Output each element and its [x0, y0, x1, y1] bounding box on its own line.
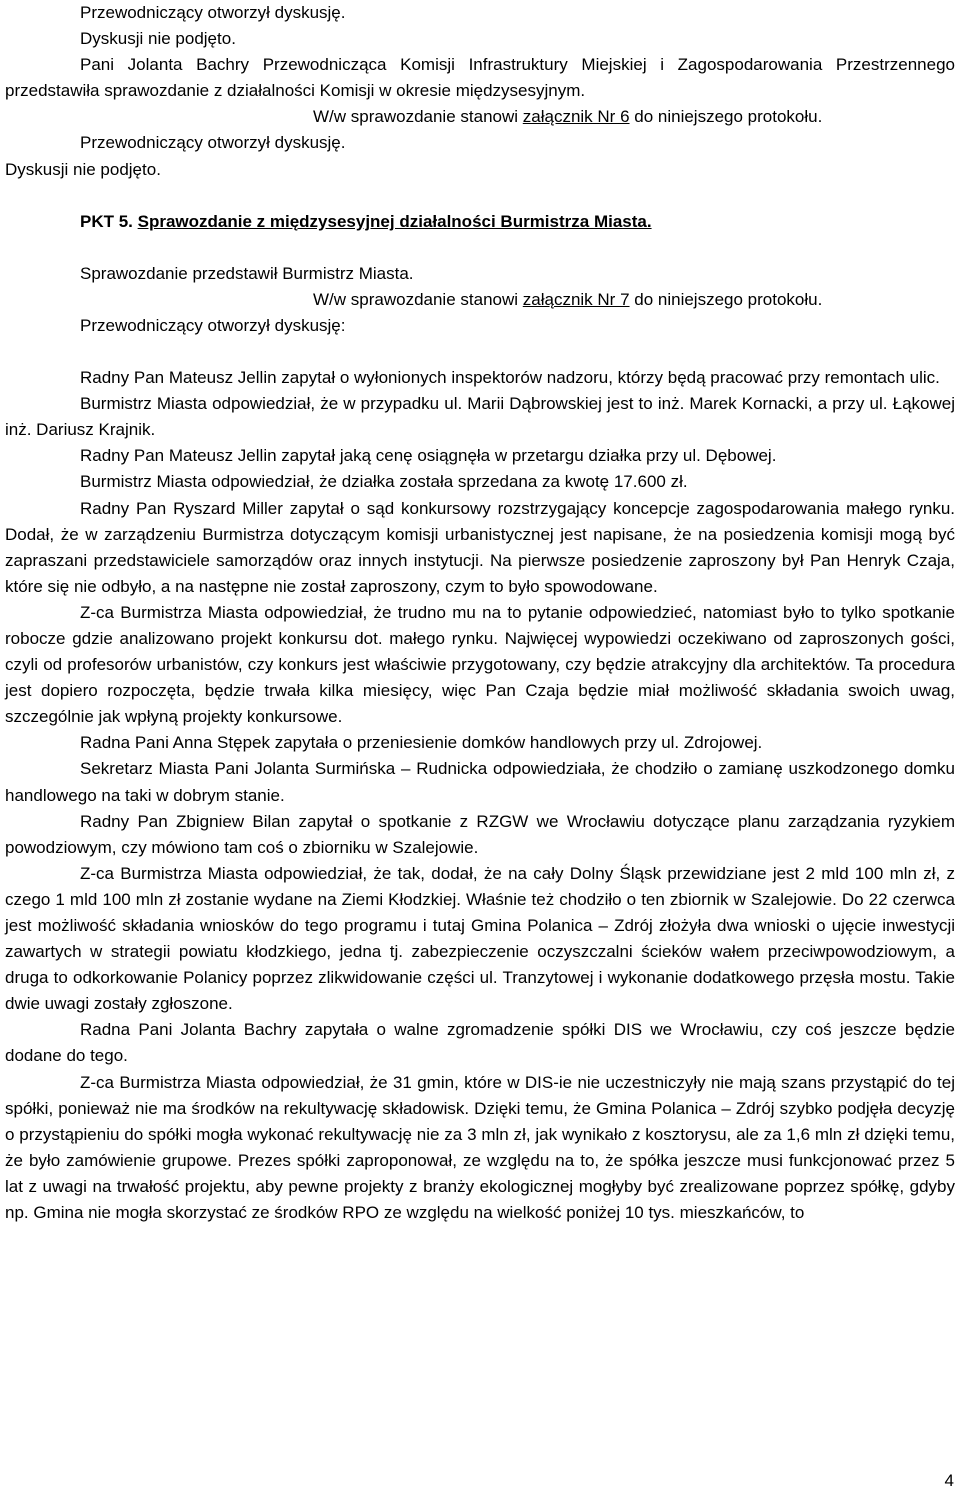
page-number: 4	[944, 1471, 954, 1490]
paragraph: Radna Pani Anna Stępek zapytała o przeniesienie domków handlowych przy ul. Zdrojowej.	[80, 733, 763, 753]
paragraph: Przewodniczący otworzył dyskusję:	[80, 315, 346, 335]
annex-link-6: załącznik Nr 6	[522, 107, 630, 127]
paragraph: Radna Pani Jolanta Bachry zapytała o walne zgromadzenie spółki DIS we Wrocławiu, czy coś jeszcze będzie dodane do tego.	[5, 1020, 955, 1066]
paragraph: Radny Pan Ryszard Miller zapytał o sąd konkursowy rozstrzygający koncepcje zagospodarowania małego rynku. Dodał, że w zarządzeniu Burmistrza dotyczącym komisji urbanistycznej jest napisane, że na posiedzenia komisji mogą być zapraszani przedstawiciele samorządów oraz innych instytucji. Na pierwsze posiedzenie zaproszony był Pan Henryk Czaja, które się nie odbyło, a na następne nie został zaproszony, czym to było spowodowane.	[5, 498, 955, 596]
paragraph: Radny Pan Mateusz Jellin zapytał o wyłonionych inspektorów nadzoru, którzy będą pracować przy remontach ulic.	[80, 368, 940, 388]
paragraph: Pani Jolanta Bachry Przewodnicząca Komisji Infrastruktury Miejskiej i Zagospodarowania Przestrzennego przedstawiła sprawozdanie z działalności Komisji w okresie międzysesyjnym.	[5, 55, 955, 101]
paragraph: Z-ca Burmistrza Miasta odpowiedział, że tak, dodał, że na cały Dolny Śląsk przewidziane jest 2 mld 100 mln zł, z czego 1 mld 100 mln zł zostanie wydane na Ziemi Kłodzkiej. Właśnie też chodziło o ten zbiornik w Szalejowie. Do 22 czerwca jest możliwość składania wniosków do tego programu i tutaj Gmina Polanica – Zdrój złożyła dwa wnioski o ujęcie inwestycji zawartych w strategii powiatu kłodzkiego, jedna tj. zabezpieczenie oczyszczalni ścieków wałem przeciwpowodziowym, a druga to odkorkowanie Polanicy poprzez zlikwidowanie części ul. Tranzytowej i wykonanie dodatkowego przęsła mostu. Takie dwie uwagi zostały zgłoszone.	[5, 863, 955, 1014]
paragraph: Przewodniczący otworzył dyskusję.	[80, 133, 346, 153]
paragraph: Burmistrz Miasta odpowiedział, że w przypadku ul. Marii Dąbrowskiej jest to inż. Marek Kornacki, a przy ul. Łąkowej inż. Dariusz Krajnik.	[5, 394, 955, 440]
section-heading: PKT 5. Sprawozdanie z międzysesyjnej działalności Burmistrza Miasta.	[80, 211, 652, 231]
paragraph: Przewodniczący otworzył dyskusję.	[80, 3, 346, 22]
paragraph: Radny Pan Zbigniew Bilan zapytał o spotkanie z RZGW we Wrocławiu dotyczące planu zarządzania ryzykiem powodziowym, czy mówiono tam coś o zbiorniku w Szalejowie.	[5, 811, 955, 857]
paragraph: Radny Pan Mateusz Jellin zapytał jaką cenę osiągnęła w przetargu działka przy ul. Dębowej.	[80, 446, 777, 466]
paragraph: Z-ca Burmistrza Miasta odpowiedział, że 31 gmin, które w DIS-ie nie uczestniczyły nie mają szans przystąpić do tej spółki, ponieważ nie ma środków na rekultywację składowisk. Dzięki temu, że Gmina Polanica – Zdrój szybko podjęła decyzję o przystąpieniu do spółki mogła wykonać rekultywację nie za 3 mln zł, jak wynikało z kosztorysu, ale za 1,6 mln zł dzięki temu, że było zamówienie grupowe. Prezes spółki zaproponował, ze względu na to, że spółka jeszcze musi funkcjonować przez 5 lat z uwagi na trwałość projektu, aby pewne projekty z branży ekologicznej mogłyby być zrealizowane poprzez spółkę, gdyby np. Gmina nie mogła skorzystać ze środków RPO ze względu na wielkość poniżej 10 tys. mieszkańców, to	[5, 1072, 955, 1223]
annex-note-6: W/w sprawozdanie stanowi załącznik Nr 6 do niniejszego protokołu.	[313, 107, 823, 127]
document-page	[5, 0, 955, 1226]
annex-link-7: załącznik Nr 7	[522, 289, 630, 309]
paragraph: Burmistrz Miasta odpowiedział, że działka została sprzedana za kwotę 17.600 zł.	[80, 472, 688, 492]
paragraph: Dyskusji nie podjęto.	[80, 29, 236, 49]
annex-note-7: W/w sprawozdanie stanowi załącznik Nr 7 do niniejszego protokołu.	[313, 289, 823, 309]
paragraph: Sprawozdanie przedstawił Burmistrz Miasta.	[80, 263, 414, 283]
paragraph: Dyskusji nie podjęto.	[5, 159, 161, 179]
paragraph: Sekretarz Miasta Pani Jolanta Surmińska – Rudnicka odpowiedziała, że chodziło o zamianę uszkodzonego domku handlowego na taki w dobrym stanie.	[5, 759, 955, 805]
paragraph: Z-ca Burmistrza Miasta odpowiedział, że trudno mu na to pytanie odpowiedzieć, natomiast było to tylko spotkanie robocze gdzie analizowano projekt konkursu dot. małego rynku. Najwięcej wypowiedzi oczekiwano od zaproszonych gości, czyli od profesorów urbanistów, czy konkurs jest właściwie przygotowany, czy będzie atrakcyjny dla architektów. Ta procedura jest dopiero rozpoczęta, będzie trwała kilka miesięcy, więc Pan Czaja będzie miał możliwość składania swoich uwag, szczególnie jak wpłyną projekty konkursowe.	[5, 602, 955, 727]
